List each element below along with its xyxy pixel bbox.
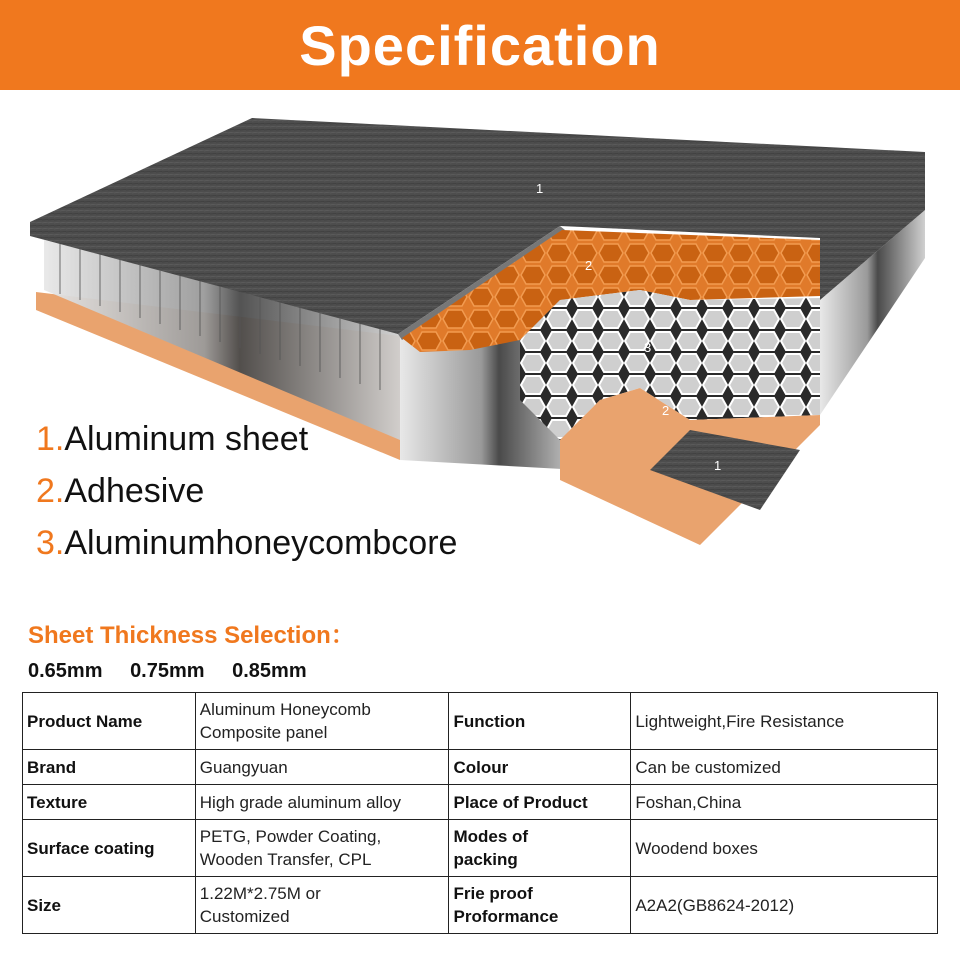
legend-item-adhesive: 2.Adhesive: [36, 472, 205, 510]
thickness-values: [28, 660, 329, 683]
thickness-heading: Sheet Thickness Selection：: [28, 622, 355, 649]
spec-value: Aluminum Honeycomb Composite panel: [195, 693, 449, 750]
table-row: [23, 693, 938, 750]
spec-label: Colour: [449, 750, 631, 785]
label-adhesive-top: 2: [585, 258, 593, 273]
spec-value: A2A2(GB8624-2012): [631, 877, 938, 934]
thickness-option: 0.65mm: [28, 660, 103, 682]
spec-label: Texture: [23, 785, 196, 820]
spec-label: Brand: [23, 750, 196, 785]
table-row: [23, 785, 938, 820]
label-bottom-sheet: 1: [714, 458, 722, 473]
spec-label: Size: [23, 877, 196, 934]
spec-value: Guangyuan: [195, 750, 449, 785]
spec-value: Lightweight,Fire Resistance: [631, 693, 938, 750]
legend-item-aluminum-sheet: 1.Aluminum sheet: [36, 420, 309, 458]
label-top-sheet: 1: [536, 181, 544, 196]
spec-label: Modes of packing: [449, 820, 631, 877]
spec-label: Product Name: [23, 693, 196, 750]
spec-value: Woodend boxes: [631, 820, 938, 877]
specification-table: [22, 692, 938, 934]
thickness-option: 0.85mm: [232, 660, 307, 682]
spec-label: Place of Product: [449, 785, 631, 820]
label-core: 3: [644, 340, 652, 355]
spec-value: High grade aluminum alloy: [195, 785, 449, 820]
spec-value: Foshan,China: [631, 785, 938, 820]
table-row: [23, 750, 938, 785]
header-banner: [0, 0, 960, 90]
legend-item-honeycomb-core: 3.Aluminumhoneycombcore: [36, 524, 458, 562]
page-title: Specification: [299, 13, 661, 77]
label-adhesive-bottom: 2: [662, 403, 670, 418]
table-row: [23, 820, 938, 877]
spec-label: Frie proof Proformance: [449, 877, 631, 934]
spec-value: Can be customized: [631, 750, 938, 785]
spec-label: Function: [449, 693, 631, 750]
spec-value: 1.22M*2.75M or Customized: [195, 877, 449, 934]
table-row: [23, 877, 938, 934]
spec-label: Surface coating: [23, 820, 196, 877]
thickness-option: 0.75mm: [130, 660, 205, 682]
spec-value: PETG, Powder Coating, Wooden Transfer, CPL: [195, 820, 449, 877]
